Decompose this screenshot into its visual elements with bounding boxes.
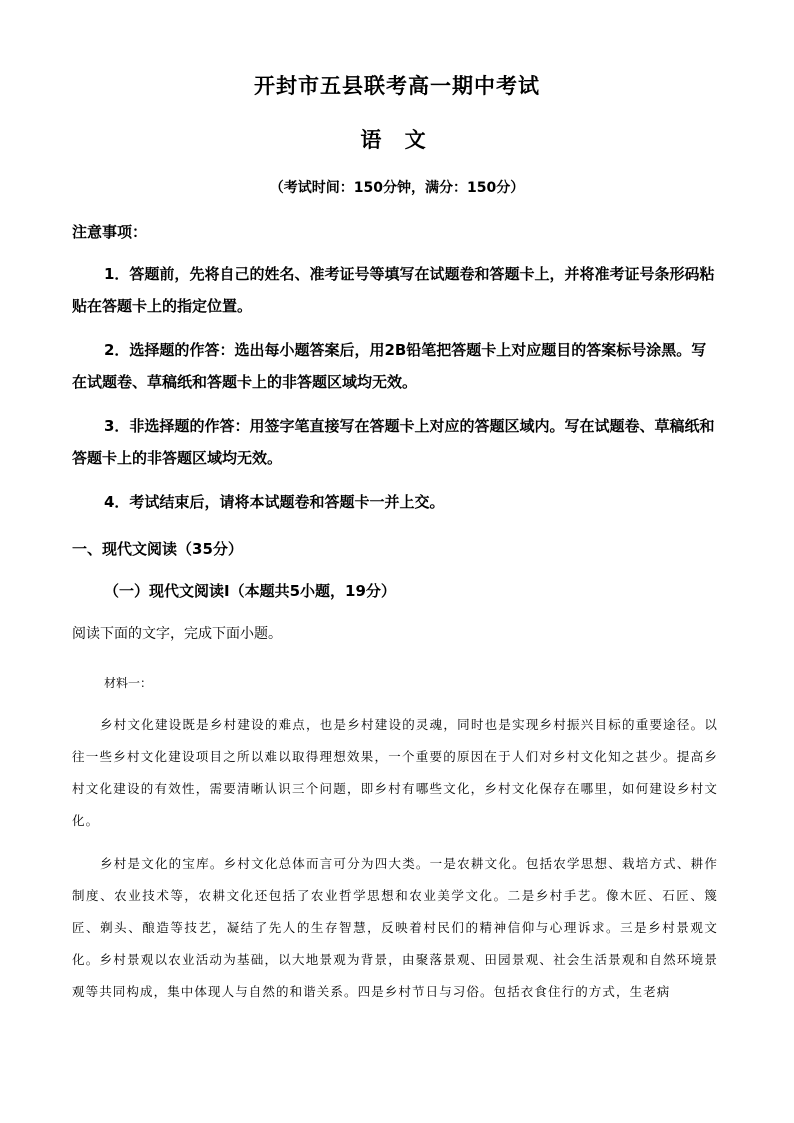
note-item-3: 3．非选择题的作答：用签字笔直接写在答题卡上对应的答题区域内。写在试题卷、草稿纸和答题卡上的非答题区域均无效。 — [72, 417, 715, 467]
subsection-heading: （一）现代文阅读Ⅰ（本题共5小题，19分） — [104, 582, 396, 600]
notes-heading: 注意事项： — [72, 223, 148, 241]
note-item-4: 4．考试结束后，请将本试题卷和答题卡一并上交。 — [104, 493, 445, 511]
exam-title: 开封市五县联考高一期中考试 — [254, 74, 540, 98]
reading-instruction: 阅读下面的文字，完成下面小题。 — [72, 626, 282, 642]
note-item-1: 1．答题前，先将自己的姓名、准考证号等填写在试题卷和答题卡上，并将准考证号条形码粘贴在答题卡上的指定位置。 — [72, 265, 715, 315]
exam-info: （考试时间：150分钟，满分：150分） — [269, 180, 525, 196]
material-label: 材料一： — [104, 676, 153, 690]
note-item-2: 2．选择题的作答：选出每小题答案后，用2B铅笔把答题卡上对应题目的答案标号涂黑。写在试题卷、草稿纸和答题卡上的非答题区域均无效。 — [72, 341, 707, 391]
passage-paragraph-2: 乡村是文化的宝库。乡村文化总体而言可分为四大类。一是农耕文化。包括农学思想、栽培方式、耕作制度、农业技术等，农耕文化还包括了农业哲学思想和农业美学文化。二是乡村手艺。像木匠、石匠、篾匠、剃头、酿造等技艺，凝结了先人的生存智慧，反映着村民们的精神信仰与心理诉求。三是乡村景观文化。乡村景观以农业活动为基础，以大地景观为背景，由聚落景观、田园景观、社会生活景观和自然环境景观等共同构成，集中体现人与自然的和谐关系。四是乡村节日与习俗。包括衣食住行的方式，生老病 — [72, 856, 718, 999]
section-heading: 一、现代文阅读（35分） — [72, 540, 243, 558]
subject-title: 语 文 — [360, 128, 434, 152]
passage-paragraph-1: 乡村文化建设既是乡村建设的难点，也是乡村建设的灵魂，同时也是实现乡村振兴目标的重要途径。以往一些乡村文化建设项目之所以难以取得理想效果，一个重要的原因在于人们对乡村文化知之甚少。提高乡村文化建设的有效性，需要清晰认识三个问题，即乡村有哪些文化，乡村文化保存在哪里，如何建设乡村文化。 — [72, 717, 718, 828]
